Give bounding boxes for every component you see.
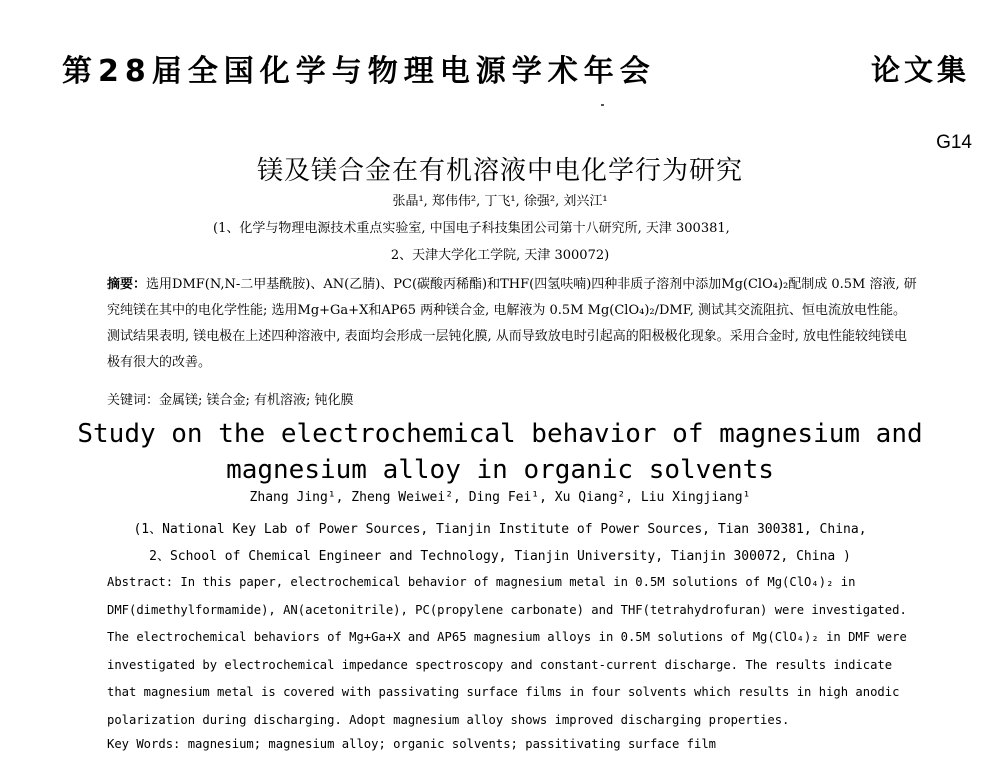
speck-mark	[601, 104, 604, 106]
english-abstract: Abstract: In this paper, electrochemical behavior of magnesium metal in 0.5M solutions of Mg(ClO₄)₂ in DMF(dimethylformamide), AN(acetonitrile), PC(propylene carbonate) and THF(tetrahydrofuran) were investigated. The electrochemical behaviors of Mg+Ga+X and AP65 magnesium alloys in 0.5M solutions of Mg(ClO₄)₂ in DMF were investigated by electrochemical impedance spectroscopy and constant-current discharge. The results indicate that magnesium metal is covered with passivating surface films in four solvents which results in high anodic polarization during discharging. Adopt magnesium alloy shows improved discharging properties.	[107, 575, 907, 727]
chinese-keywords: 关键词：金属镁; 镁合金; 有机溶液; 钝化膜	[107, 393, 354, 408]
english-authors: Zhang Jing¹, Zheng Weiwei², Ding Fei¹, Xu Qiang², Liu Xingjiang¹	[249, 490, 751, 505]
chinese-affiliation-2: 2、天津大学化工学院, 天津 300072)	[390, 248, 610, 263]
english-title: Study on the electrochemical behavior of magnesium and magnesium alloy in organic solvents	[77, 419, 923, 485]
chinese-authors: 张晶¹, 郑伟伟², 丁飞¹, 徐强², 刘兴江¹	[392, 194, 608, 209]
english-affiliation-2: 2、School of Chemical Engineer and Technology, Tianjin University, Tianjin 300072, China )	[149, 549, 851, 564]
conference-header: 第28届全国化学与物理电源学术年会	[62, 54, 656, 89]
chinese-abstract-text: 选用DMF(N,N-二甲基酰胺)、AN(乙腈)、PC(碳酸丙稀酯)和THF(四氢呋喃)四种非质子溶剂中添加Mg(ClO₄)₂配制成 0.5M 溶液, 研究纯镁在其中的电化学性能; 选用Mg+Ga+X和AP65 两种镁合金, 电解液为 0.5M Mg(ClO₄)₂/DMF, 测试其交流阻抗、恒电流放电性能。测试结果表明, 镁电极在上述四种溶液中, 表面均会形成一层钝化膜, 从而导致放电时引起高的阳极极化现象。采用合金时, 放电性能较纯镁电极有很大的改善。	[107, 277, 917, 370]
chinese-abstract	[107, 272, 917, 376]
chinese-abstract-label: 摘要：	[107, 277, 147, 292]
chinese-affiliation-1: (1、化学与物理电源技术重点实验室, 中国电子科技集团公司第十八研究所, 天津 300381,	[213, 221, 730, 236]
paper-code: G14	[936, 132, 972, 153]
english-keywords: Key Words: magnesium; magnesium alloy; organic solvents; passitivating surface film	[107, 737, 717, 751]
collection-header: 论文集	[870, 53, 970, 87]
chinese-title: 镁及镁合金在有机溶液中电化学行为研究	[256, 156, 743, 186]
english-affiliation-1: (1、National Key Lab of Power Sources, Tianjin Institute of Power Sources, Tian 300381, China,	[133, 522, 867, 537]
